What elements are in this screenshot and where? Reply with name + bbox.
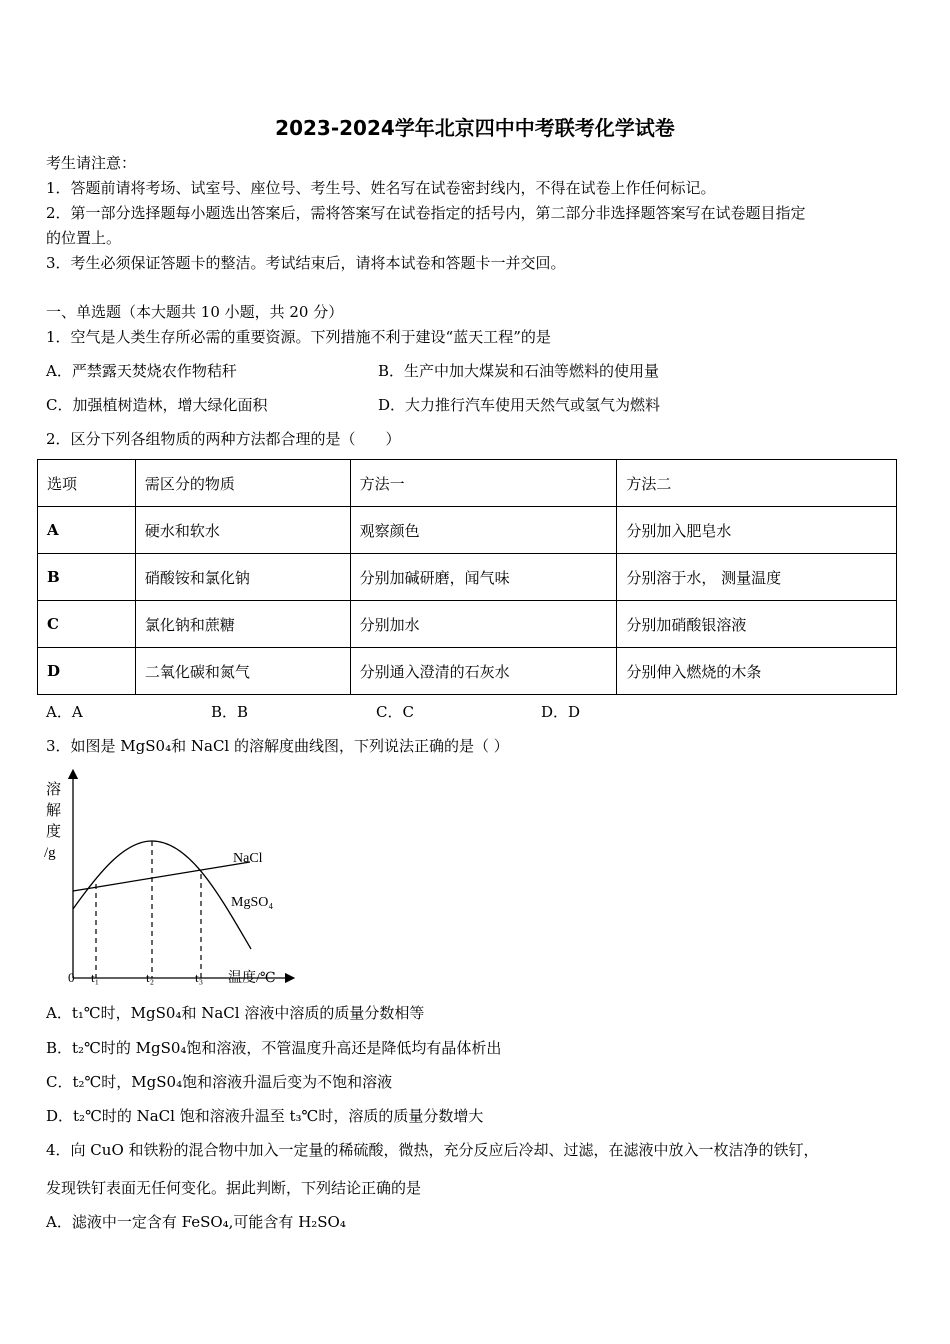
- mgso4-curve: [73, 841, 251, 949]
- table-cell: C: [38, 601, 136, 648]
- q2-table: [37, 459, 897, 695]
- table-cell: 分别加入肥皂水: [617, 507, 897, 554]
- table-row: [38, 507, 897, 554]
- mgso4-legend-label: MgSO₄: [231, 895, 274, 910]
- q3-option-a: A．t₁℃时，MgS0₄和 NaCl 溶液中溶质的质量分数相等: [46, 1004, 425, 1022]
- table-cell: 观察颜色: [350, 507, 617, 554]
- table-cell: D: [38, 648, 136, 695]
- q4-stem-line2: 发现铁钉表面无任何变化。据此判断，下列结论正确的是: [46, 1179, 422, 1197]
- x-axis-label: 温度/℃: [228, 971, 276, 986]
- notice-item-2-cont: 的位置上。: [46, 229, 122, 247]
- solubility-chart: [40, 766, 300, 991]
- q3-stem: 3．如图是 MgS0₄和 NaCl 的溶解度曲线图，下列说法正确的是（ ）: [46, 737, 509, 755]
- table-cell: 分别加水: [350, 601, 617, 648]
- table-row: [38, 601, 897, 648]
- table-cell: B: [38, 554, 136, 601]
- q2-option-a: A．A: [46, 703, 83, 721]
- table-cell: 氯化钠和蔗糖: [135, 601, 350, 648]
- header-cell: 方法二: [617, 460, 897, 507]
- notice-item-1: 1．答题前请将考场、试室号、座位号、考生号、姓名写在试卷密封线内，不得在试卷上作任何标记。: [46, 179, 716, 197]
- q1-option-a: A．严禁露天焚烧农作物秸秆: [46, 362, 237, 380]
- x-tick-label: t₂: [146, 970, 155, 985]
- q1-stem: 1．空气是人类生存所必需的重要资源。下列措施不利于建设“蓝天工程”的是: [46, 328, 551, 346]
- q2-option-d: D．D: [541, 703, 581, 721]
- table-cell: 分别溶于水， 测量温度: [617, 554, 897, 601]
- nacl-curve: [73, 862, 250, 891]
- table-header-row: [38, 460, 897, 507]
- page-title: 2023-2024学年北京四中中考联考化学试卷: [275, 116, 675, 140]
- q2-stem: 2．区分下列各组物质的两种方法都合理的是（ ）: [46, 430, 401, 448]
- q2-option-c: C．C: [376, 703, 414, 721]
- q1-option-d: D．大力推行汽车使用天然气或氢气为燃料: [378, 396, 661, 414]
- table-cell: 分别加碱研磨，闻气味: [350, 554, 617, 601]
- y-axis-label-char: 解: [46, 803, 62, 819]
- q3-option-c: C．t₂℃时，MgS0₄饱和溶液升温后变为不饱和溶液: [46, 1073, 393, 1091]
- y-axis-label-char: 度: [46, 824, 62, 840]
- y-axis-label-char: /g: [44, 845, 56, 861]
- table-cell: 硬水和软水: [135, 507, 350, 554]
- q2-option-b: B．B: [211, 703, 249, 721]
- x-tick-label: t₁: [91, 970, 100, 985]
- q1-option-b: B．生产中加大煤炭和石油等燃料的使用量: [378, 362, 660, 380]
- notice-item-3: 3．考生必须保证答题卡的整洁。考试结束后，请将本试卷和答题卡一并交回。: [46, 254, 566, 272]
- table-row: [38, 648, 897, 695]
- q4-stem-line1: 4．向 CuO 和铁粉的混合物中加入一定量的稀硫酸，微热，充分反应后冷却、过滤，在滤液中放入一枚洁净的铁钉，: [46, 1141, 819, 1159]
- table-row: [38, 554, 897, 601]
- header-cell: 选项: [38, 460, 136, 507]
- header-cell: 方法一: [350, 460, 617, 507]
- origin-label: 0: [68, 970, 75, 985]
- table-cell: 分别伸入燃烧的木条: [617, 648, 897, 695]
- q4-option-a: A．滤液中一定含有 FeSO₄,可能含有 H₂SO₄: [46, 1213, 346, 1231]
- y-axis-label-char: 溶: [46, 782, 62, 798]
- table-cell: 硝酸铵和氯化钠: [135, 554, 350, 601]
- q3-option-b: B．t₂℃时的 MgS0₄饱和溶液，不管温度升高还是降低均有晶体析出: [46, 1039, 502, 1057]
- nacl-legend-label: NaCl: [233, 851, 263, 866]
- table-cell: A: [38, 507, 136, 554]
- notice-heading: 考生请注意：: [46, 154, 137, 172]
- x-tick-label: t₃: [195, 970, 204, 985]
- table-cell: 分别通入澄清的石灰水: [350, 648, 617, 695]
- q1-option-c: C．加强植树造林，增大绿化面积: [46, 396, 268, 414]
- table-cell: 分别加硝酸银溶液: [617, 601, 897, 648]
- table-cell: 二氧化碳和氮气: [135, 648, 350, 695]
- q3-option-d: D．t₂℃时的 NaCl 饱和溶液升温至 t₃℃时，溶质的质量分数增大: [46, 1107, 484, 1125]
- notice-item-2: 2．第一部分选择题每小题选出答案后，需将答案写在试卷指定的括号内，第二部分非选择题答案写在试卷题目指定: [46, 204, 806, 222]
- section-heading: 一、单选题（本大题共 10 小题，共 20 分）: [46, 303, 344, 321]
- header-cell: 需区分的物质: [135, 460, 350, 507]
